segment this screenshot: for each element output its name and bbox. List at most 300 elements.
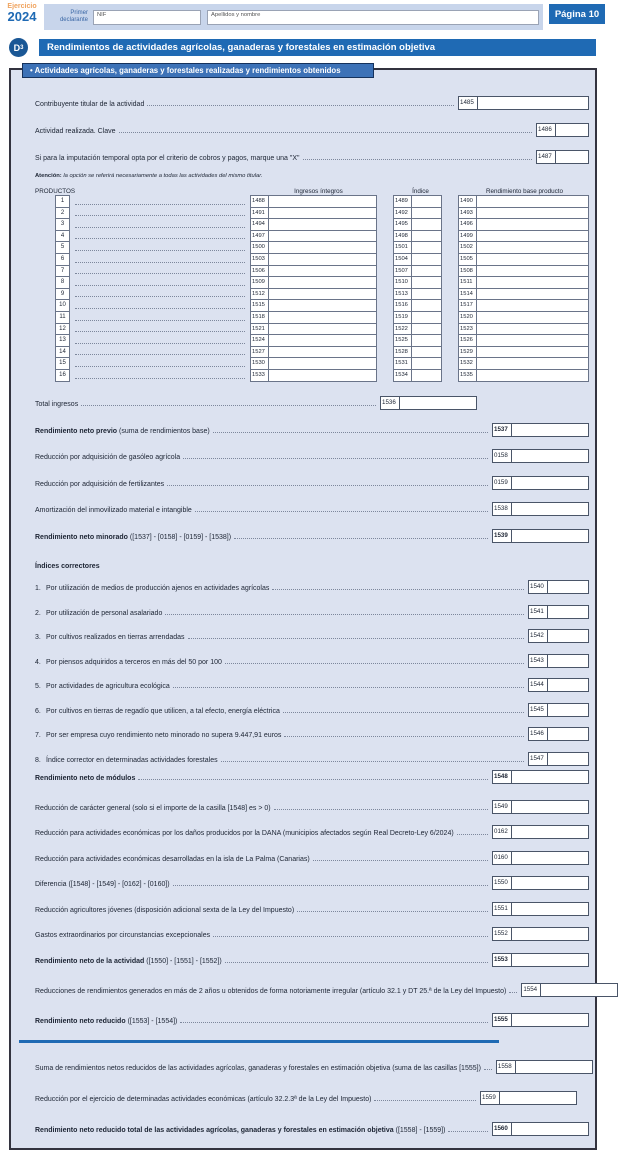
box-number-0159: 0159: [492, 476, 512, 490]
row-label: 8. Índice corrector en determinadas actividades forestales: [35, 756, 218, 764]
box-number-1549: 1549: [492, 800, 512, 814]
box-number-1552: 1552: [492, 927, 512, 941]
dotted-leader: [509, 992, 517, 993]
boxgroup-1537: [492, 423, 589, 437]
dotted-leader: [75, 334, 245, 344]
dotted-leader: [75, 288, 245, 298]
product-line-number: 15: [55, 357, 70, 370]
boxgroup-1486: [536, 123, 589, 137]
boxgroup-1558: [496, 1060, 593, 1074]
input-1534[interactable]: [412, 369, 442, 382]
dotted-leader: [173, 687, 524, 688]
input-1538[interactable]: [512, 502, 589, 516]
box-number-0162: 0162: [492, 825, 512, 839]
modulos-boxgroup: [492, 770, 589, 784]
box-number-1508: 1508: [458, 265, 477, 278]
product-line-number: 16: [55, 369, 70, 382]
box-number-1553: 1553: [492, 953, 512, 967]
form-row-1541: [35, 605, 589, 619]
form-row-0159: [35, 476, 589, 490]
boxgroup-1560: [492, 1122, 589, 1136]
dotted-leader: [75, 230, 245, 240]
box-number-1551: 1551: [492, 902, 512, 916]
box-number-1554: 1554: [521, 983, 541, 997]
dotted-leader: [303, 159, 533, 160]
box-number-1524: 1524: [250, 334, 269, 347]
box-number-1513: 1513: [393, 288, 412, 301]
box-number-1489: 1489: [393, 195, 412, 208]
dotted-leader: [75, 299, 245, 309]
input-1542[interactable]: [548, 629, 589, 643]
box-number-1485: 1485: [458, 96, 478, 110]
product-row-16: [35, 369, 589, 382]
input-1555[interactable]: [512, 1013, 589, 1027]
box-number-1499: 1499: [458, 230, 477, 243]
products-table: [35, 188, 589, 410]
attention-note: [35, 173, 589, 179]
input-0158[interactable]: [512, 449, 589, 463]
row-label: Reducción por adquisición de gasóleo agrícola: [35, 454, 181, 461]
box-number-1493: 1493: [458, 207, 477, 220]
dotted-leader: [297, 911, 488, 912]
top-header: [0, 0, 608, 30]
box-number-1542: 1542: [528, 629, 548, 643]
row-label: 1. Por utilización de medios de producción ajenos en actividades agrícolas: [35, 585, 270, 592]
declarante-label: Primer declarante: [59, 10, 88, 23]
box-number-1546: 1546: [528, 727, 548, 741]
dotted-leader: [457, 834, 488, 835]
row-label: Rendimiento neto reducido ([1553] - [1554]): [35, 1017, 178, 1025]
form-row-0160: [35, 851, 589, 865]
box-number-1544: 1544: [528, 678, 548, 692]
input-1541[interactable]: [548, 605, 589, 619]
declarante-bar: [44, 4, 543, 30]
row-label: Gastos extraordinarios por circunstancias excepcionales: [35, 932, 211, 939]
box-number-1532: 1532: [458, 357, 477, 370]
row-label: Amortización del inmovilizado material e intangible: [35, 507, 192, 514]
boxgroup-1555: [492, 1013, 589, 1027]
box-number-1492: 1492: [393, 207, 412, 220]
boxgroup-1543: [528, 654, 589, 668]
input-1535[interactable]: [477, 369, 589, 382]
input-1559[interactable]: [500, 1091, 577, 1105]
box-number-1509: 1509: [250, 276, 269, 289]
dotted-leader: [448, 1131, 488, 1132]
form-row-1539: [35, 529, 589, 543]
boxgroup-1542: [528, 629, 589, 643]
subsection-title: • Actividades agrícolas, ganaderas y forestales realizadas y rendimientos obtenidos: [22, 63, 374, 78]
indices-correctores-rows: [35, 580, 589, 766]
dotted-leader: [81, 405, 376, 406]
product-line-number: 13: [55, 334, 70, 347]
box-number-1525: 1525: [393, 334, 412, 347]
row-label: Rendimiento neto reducido total de las actividades agrícolas, ganaderas y forestales en estimación objetiva ([1558] - [1559]): [35, 1126, 446, 1134]
indices-correctores-title: Índices correctores: [35, 562, 100, 570]
reducciones-rows: [35, 800, 589, 967]
ejercicio-label: Ejercicio: [7, 3, 37, 10]
boxgroup-1554: [521, 983, 618, 997]
box-number-1534: 1534: [393, 369, 412, 382]
row-label: Reducción agricultores jóvenes (disposición adicional sexta de la Ley del Impuesto): [35, 906, 295, 914]
box-number-1537: 1537: [492, 423, 512, 437]
box-number-1498: 1498: [393, 230, 412, 243]
box-number-1502: 1502: [458, 241, 477, 254]
dotted-leader: [213, 432, 488, 433]
box-number-1512: 1512: [250, 288, 269, 301]
form-row-1546: [35, 727, 589, 741]
rendimiento-rows: [35, 423, 589, 543]
form-row-1555: [35, 1013, 589, 1027]
box-number-1527: 1527: [250, 346, 269, 359]
box-number-1523: 1523: [458, 323, 477, 336]
ejercicio-block: [4, 3, 40, 24]
row-label: Diferencia ([1548] - [1549] - [0162] - [0160]): [35, 881, 170, 888]
product-line-number: 5: [55, 241, 70, 254]
row-label: 3. Por cultivos realizados en tierras arrendadas: [35, 634, 185, 641]
box-number-1514: 1514: [458, 288, 477, 301]
input-1552[interactable]: [512, 927, 589, 941]
box-number-1558: 1558: [496, 1060, 516, 1074]
dotted-leader: [119, 132, 532, 133]
box-number-1504: 1504: [393, 253, 412, 266]
box-number-1487: 1487: [536, 150, 556, 164]
form-row-1544: [35, 678, 589, 692]
box-number-1507: 1507: [393, 265, 412, 278]
form-row-0158: [35, 449, 589, 463]
input-1486[interactable]: [556, 123, 589, 137]
dotted-leader: [180, 1022, 488, 1023]
input-0159[interactable]: [512, 476, 589, 490]
form-row-1537: [35, 423, 589, 437]
row-label: Actividad realizada. Clave: [35, 128, 116, 135]
box-number-1541: 1541: [528, 605, 548, 619]
box-number-1526: 1526: [458, 334, 477, 347]
form-row-1485: [35, 96, 589, 110]
box-number-1501: 1501: [393, 241, 412, 254]
box-number-1550: 1550: [492, 876, 512, 890]
product-line-number: 7: [55, 265, 70, 278]
ejercicio-year: 2024: [7, 9, 37, 25]
input-1553[interactable]: [512, 953, 589, 967]
dotted-leader: [188, 638, 524, 639]
box-number-1497: 1497: [250, 230, 269, 243]
form-row-1487: [35, 150, 589, 164]
form-row-1553: [35, 953, 589, 967]
boxgroup-1541: [528, 605, 589, 619]
dotted-leader: [75, 357, 245, 367]
box-number-1503: 1503: [250, 253, 269, 266]
box-number-1529: 1529: [458, 346, 477, 359]
dotted-leader: [75, 253, 245, 263]
dotted-leader: [221, 761, 524, 762]
box-number-1539: 1539: [492, 529, 512, 543]
input-1543[interactable]: [548, 654, 589, 668]
form-row-1548: [35, 770, 589, 784]
dotted-leader: [75, 218, 245, 228]
form-row-0162: [35, 825, 589, 839]
box-number-1511: 1511: [458, 276, 477, 289]
product-line-number: 10: [55, 299, 70, 312]
dotted-leader: [272, 589, 524, 590]
input-0162[interactable]: [512, 825, 589, 839]
dotted-leader: [234, 538, 488, 539]
dotted-leader: [75, 207, 245, 217]
row-label: Reducción de carácter general (solo si el importe de la casilla [1548] es > 0): [35, 804, 271, 812]
intro-rows: [35, 96, 589, 164]
box-number-1517: 1517: [458, 299, 477, 312]
input-1540[interactable]: [548, 580, 589, 594]
box-number-0160: 0160: [492, 851, 512, 865]
boxgroup-1550: [492, 876, 589, 890]
boxgroup-1544: [528, 678, 589, 692]
dotted-leader: [283, 712, 524, 713]
input-1539[interactable]: [512, 529, 589, 543]
dotted-leader: [165, 614, 524, 615]
boxgroup-1487: [536, 150, 589, 164]
form-row-1538: [35, 502, 589, 516]
product-line-number: 2: [55, 207, 70, 220]
dotted-leader: [138, 779, 488, 780]
form-row-1549: [35, 800, 589, 814]
cell-1535: [458, 369, 589, 382]
input-1548[interactable]: [512, 770, 589, 784]
input-1547[interactable]: [548, 752, 589, 766]
cell-1533: [250, 369, 377, 382]
boxgroup-1485: [458, 96, 589, 110]
col-header-rendimiento: Rendimiento base producto: [485, 188, 563, 195]
totales-rows: [35, 1060, 589, 1136]
product-line-number: 9: [55, 288, 70, 301]
form-row-1547: [35, 752, 589, 766]
boxgroup-0160: [492, 851, 589, 865]
total-ingresos-boxgroup: [380, 396, 477, 410]
box-number-1516: 1516: [393, 299, 412, 312]
input-1536[interactable]: [400, 396, 477, 410]
box-number-0158: 0158: [492, 449, 512, 463]
boxgroup-1559: [480, 1091, 577, 1105]
product-line-number: 11: [55, 311, 70, 324]
form-row-1542: [35, 629, 589, 643]
form-row-1550: [35, 876, 589, 890]
product-line-number: 3: [55, 218, 70, 231]
box-number-1510: 1510: [393, 276, 412, 289]
dotted-leader: [75, 241, 245, 251]
box-number-1490: 1490: [458, 195, 477, 208]
input-1558[interactable]: [516, 1060, 593, 1074]
boxgroup-1553: [492, 953, 589, 967]
box-number-1560: 1560: [492, 1122, 512, 1136]
box-number-1491: 1491: [250, 207, 269, 220]
box-number-1488: 1488: [250, 195, 269, 208]
dotted-leader: [75, 195, 245, 205]
input-1537[interactable]: [512, 423, 589, 437]
box-number-1519: 1519: [393, 311, 412, 324]
box-number-1486: 1486: [536, 123, 556, 137]
input-1549[interactable]: [512, 800, 589, 814]
col-header-indice: Índice: [412, 188, 429, 195]
form-row-1560: [35, 1122, 589, 1136]
box-number-1555: 1555: [492, 1013, 512, 1027]
dotted-leader: [195, 511, 488, 512]
box-number-1520: 1520: [458, 311, 477, 324]
boxgroup-1547: [528, 752, 589, 766]
box-number-1521: 1521: [250, 323, 269, 336]
section-d3-icon: D 3: [9, 38, 28, 57]
box-number-1548: 1548: [492, 770, 512, 784]
product-line-number: 8: [55, 276, 70, 289]
form-row-1486: [35, 123, 589, 137]
row-label: 2. Por utilización de personal asalariado: [35, 609, 163, 617]
section-title: Rendimientos de actividades agrícolas, ganaderas y forestales en estimación objetiva: [39, 39, 596, 56]
box-number-1533: 1533: [250, 369, 269, 382]
input-0160[interactable]: [512, 851, 589, 865]
dotted-leader: [75, 369, 245, 379]
input-1545[interactable]: [548, 703, 589, 717]
row-label: 5. Por actividades de agricultura ecológica: [35, 683, 170, 690]
dotted-leader: [284, 736, 524, 737]
box-number-1535: 1535: [458, 369, 477, 382]
boxgroup-1545: [528, 703, 589, 717]
dotted-leader: [147, 105, 454, 106]
input-1546[interactable]: [548, 727, 589, 741]
input-1544[interactable]: [548, 678, 589, 692]
blue-divider: [19, 1040, 499, 1043]
dotted-leader: [274, 809, 488, 810]
input-1560[interactable]: [512, 1122, 589, 1136]
row-label: Reducción por adquisición de fertilizantes: [35, 480, 165, 488]
form-row-1558: [35, 1060, 589, 1074]
boxgroup-1549: [492, 800, 589, 814]
row-label: Reducción por el ejercicio de determinadas actividades económicas (artículo 32.2.3ª de la Ley del Impuesto): [35, 1095, 372, 1103]
input-1533[interactable]: [269, 369, 377, 382]
cell-1534: [393, 369, 442, 382]
form-row-1552: [35, 927, 589, 941]
row-label: 7. Por ser empresa cuyo rendimiento neto minorado no supera 9.447,91 euros: [35, 732, 282, 739]
attention-note-bold: Atención:: [35, 173, 62, 179]
total-ingresos-row: [35, 396, 477, 410]
form-row-1559: [35, 1091, 577, 1105]
dotted-leader: [374, 1100, 476, 1101]
form-content: [11, 96, 595, 1136]
dotted-leader: [167, 485, 488, 486]
dotted-leader: [183, 458, 488, 459]
dotted-leader: [173, 885, 488, 886]
boxgroup-1538: [492, 502, 589, 516]
row-label: Rendimiento neto de módulos: [35, 774, 136, 782]
dotted-leader: [225, 663, 524, 664]
row-label: 6. Por cultivos en tierras de regadío que utilicen, a tal efecto, energía eléctrica: [35, 707, 280, 715]
box-number-1545: 1545: [528, 703, 548, 717]
dotted-leader: [213, 936, 488, 937]
row-label: Si para la imputación temporal opta por el criterio de cobros y pagos, marque una "X": [35, 155, 300, 162]
box-number-1496: 1496: [458, 218, 477, 231]
form-row-1540: [35, 580, 589, 594]
page-number-badge: Página 10: [549, 4, 605, 24]
boxgroup-1552: [492, 927, 589, 941]
input-1485[interactable]: [478, 96, 589, 110]
boxgroup-0159: [492, 476, 589, 490]
row-label: Rendimiento neto minorado ([1537] - [0158] - [0159] - [1538]): [35, 533, 232, 541]
boxgroup-1539: [492, 529, 589, 543]
apellidos-nombre-input[interactable]: Apellidos y nombre: [207, 10, 539, 25]
irregular-rows: [35, 983, 589, 1027]
nif-input[interactable]: NIF: [93, 10, 201, 25]
row-label: Contribuyente titular de la actividad: [35, 101, 145, 108]
form-row-1543: [35, 654, 589, 668]
box-number-1536: 1536: [380, 396, 400, 410]
dotted-leader: [75, 323, 245, 333]
product-line-number: 6: [55, 253, 70, 266]
box-number-1559: 1559: [480, 1091, 500, 1105]
products-table-header: [35, 188, 589, 195]
boxgroup-0162: [492, 825, 589, 839]
dotted-leader: [225, 962, 488, 963]
box-number-1543: 1543: [528, 654, 548, 668]
row-label: Reducción para actividades económicas por los daños producidos por la DANA (municipios afectados según Real Decreto-Ley 6/2024): [35, 830, 454, 837]
box-number-1518: 1518: [250, 311, 269, 324]
box-number-1494: 1494: [250, 218, 269, 231]
product-line-number: 4: [55, 230, 70, 243]
input-1551[interactable]: [512, 902, 589, 916]
form-row-1551: [35, 902, 589, 916]
input-1487[interactable]: [556, 150, 589, 164]
row-label: Reducciones de rendimientos generados en más de 2 años u obtenidos de forma notoriamente irregular (artículo 32.1 y DT 25.ª de la Ley del Impuesto): [35, 987, 507, 995]
box-number-1547: 1547: [528, 752, 548, 766]
box-number-1522: 1522: [393, 323, 412, 336]
dotted-leader: [313, 860, 488, 861]
box-number-1530: 1530: [250, 357, 269, 370]
box-number-1538: 1538: [492, 502, 512, 516]
row-label: Rendimiento neto previo (suma de rendimientos base): [35, 427, 210, 435]
product-line-number: 12: [55, 323, 70, 336]
form-row-1545: [35, 703, 589, 717]
row-label: 4. Por piensos adquiridos a terceros en más del 50 por 100: [35, 658, 222, 666]
total-ingresos-label: Total ingresos: [35, 400, 79, 408]
section-header-row: [0, 38, 608, 57]
dotted-leader: [75, 265, 245, 275]
product-line-number: 1: [55, 195, 70, 208]
box-number-1505: 1505: [458, 253, 477, 266]
row-label: Reducción para actividades económicas desarrolladas en la isla de La Palma (Canarias): [35, 855, 310, 863]
box-number-1500: 1500: [250, 241, 269, 254]
product-line-number: 14: [55, 346, 70, 359]
input-1554[interactable]: [541, 983, 618, 997]
row-label: Rendimiento neto de la actividad ([1550] - [1551] - [1552]): [35, 957, 222, 965]
boxgroup-1551: [492, 902, 589, 916]
dotted-leader: [484, 1069, 492, 1070]
box-number-1528: 1528: [393, 346, 412, 359]
boxgroup-0158: [492, 449, 589, 463]
dotted-leader: [75, 276, 245, 286]
attention-note-text: la opción se referirá necesariamente a todas las actividades del mismo titular.: [61, 173, 263, 179]
box-number-1531: 1531: [393, 357, 412, 370]
box-number-1515: 1515: [250, 299, 269, 312]
form-row-1554: [35, 983, 589, 997]
dotted-leader: [75, 311, 245, 321]
box-number-1540: 1540: [528, 580, 548, 594]
products-rows: [35, 195, 589, 382]
boxgroup-1540: [528, 580, 589, 594]
col-header-productos: PRODUCTOS: [35, 188, 76, 195]
input-1550[interactable]: [512, 876, 589, 890]
box-number-1495: 1495: [393, 218, 412, 231]
col-header-ingresos: Ingresos íntegros: [294, 188, 343, 195]
row-label: Suma de rendimientos netos reducidos de las actividades agrícolas, ganaderas y forestales en estimación objetiva (suma de las casillas [1555]): [35, 1064, 481, 1072]
boxgroup-1546: [528, 727, 589, 741]
dotted-leader: [75, 346, 245, 356]
box-number-1506: 1506: [250, 265, 269, 278]
form-section-d3: [9, 68, 597, 1150]
